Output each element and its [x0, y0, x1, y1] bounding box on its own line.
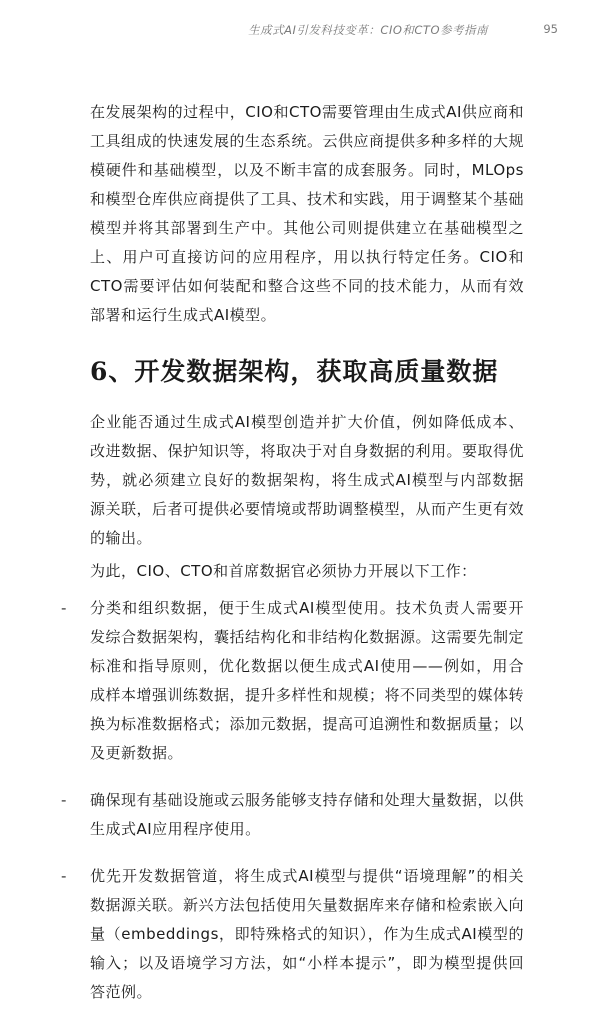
- list-item: [61, 786, 524, 844]
- list-item: [61, 862, 524, 1007]
- page-number: 95: [543, 22, 558, 36]
- bullet-text: 优先开发数据管道，将生成式AI模型与提供“语境理解”的相关数据源关联。新兴方法包括使用矢量数据库来存储和检索嵌入向量（embeddings，即特殊格式的知识），作为生成式AI模型的输入；以及语境学习方法，如“小样本提示”，即为模型提供回答范例。: [90, 867, 525, 1001]
- intro-paragraph: 在发展架构的过程中，CIO和CTO需要管理由生成式AI供应商和工具组成的快速发展的生态系统。云供应商提供多种多样的大规模硬件和基础模型，以及不断丰富的成套服务。同时，MLOps和模型仓库供应商提供了工具、技术和实践，用于调整某个基础模型并将其部署到生产中。其他公司则提供建立在基础模型之上、用户可直接访问的应用程序，用以执行特定任务。CIO和CTO需要评估如何装配和整合这些不同的技术能力，从而有效部署和运行生成式AI模型。: [90, 103, 525, 324]
- bullet-list: [61, 594, 525, 1007]
- bullet-text: 分类和组织数据，便于生成式AI模型使用。技术负责人需要开发综合数据架构，囊括结构化和非结构化数据源。这需要先制定标准和指导原则，优化数据以便生成式AI使用——例如，用合成样本增强训练数据，提升多样性和规模；将不同类型的媒体转换为标准数据格式；添加元数据，提高可追溯性和数据质量；以及更新数据。: [90, 599, 525, 762]
- bullet-marker: -: [61, 867, 67, 885]
- lead-paragraph: 为此，CIO、CTO和首席数据官必须协力开展以下工作：: [90, 562, 477, 580]
- bullet-text: 确保现有基础设施或云服务能够支持存储和处理大量数据，以供生成式AI应用程序使用。: [90, 791, 525, 838]
- bullet-marker: -: [61, 599, 67, 617]
- bullet-marker: -: [61, 791, 67, 809]
- running-title: 生成式AI引发科技变革：CIO和CTO参考指南: [248, 23, 488, 37]
- list-item: [61, 594, 524, 768]
- section-heading: 6、开发数据架构，获取高质量数据: [90, 357, 499, 386]
- section-paragraph: 企业能否通过生成式AI模型创造并扩大价值，例如降低成本、改进数据、保护知识等，将取决于对自身数据的利用。要取得优势，就必须建立良好的数据架构，将生成式AI模型与内部数据源关联，后者可提供必要情境或帮助调整模型，从而产生更有效的输出。: [90, 413, 525, 547]
- page-content: [61, 98, 525, 1025]
- page-header: [0, 22, 600, 42]
